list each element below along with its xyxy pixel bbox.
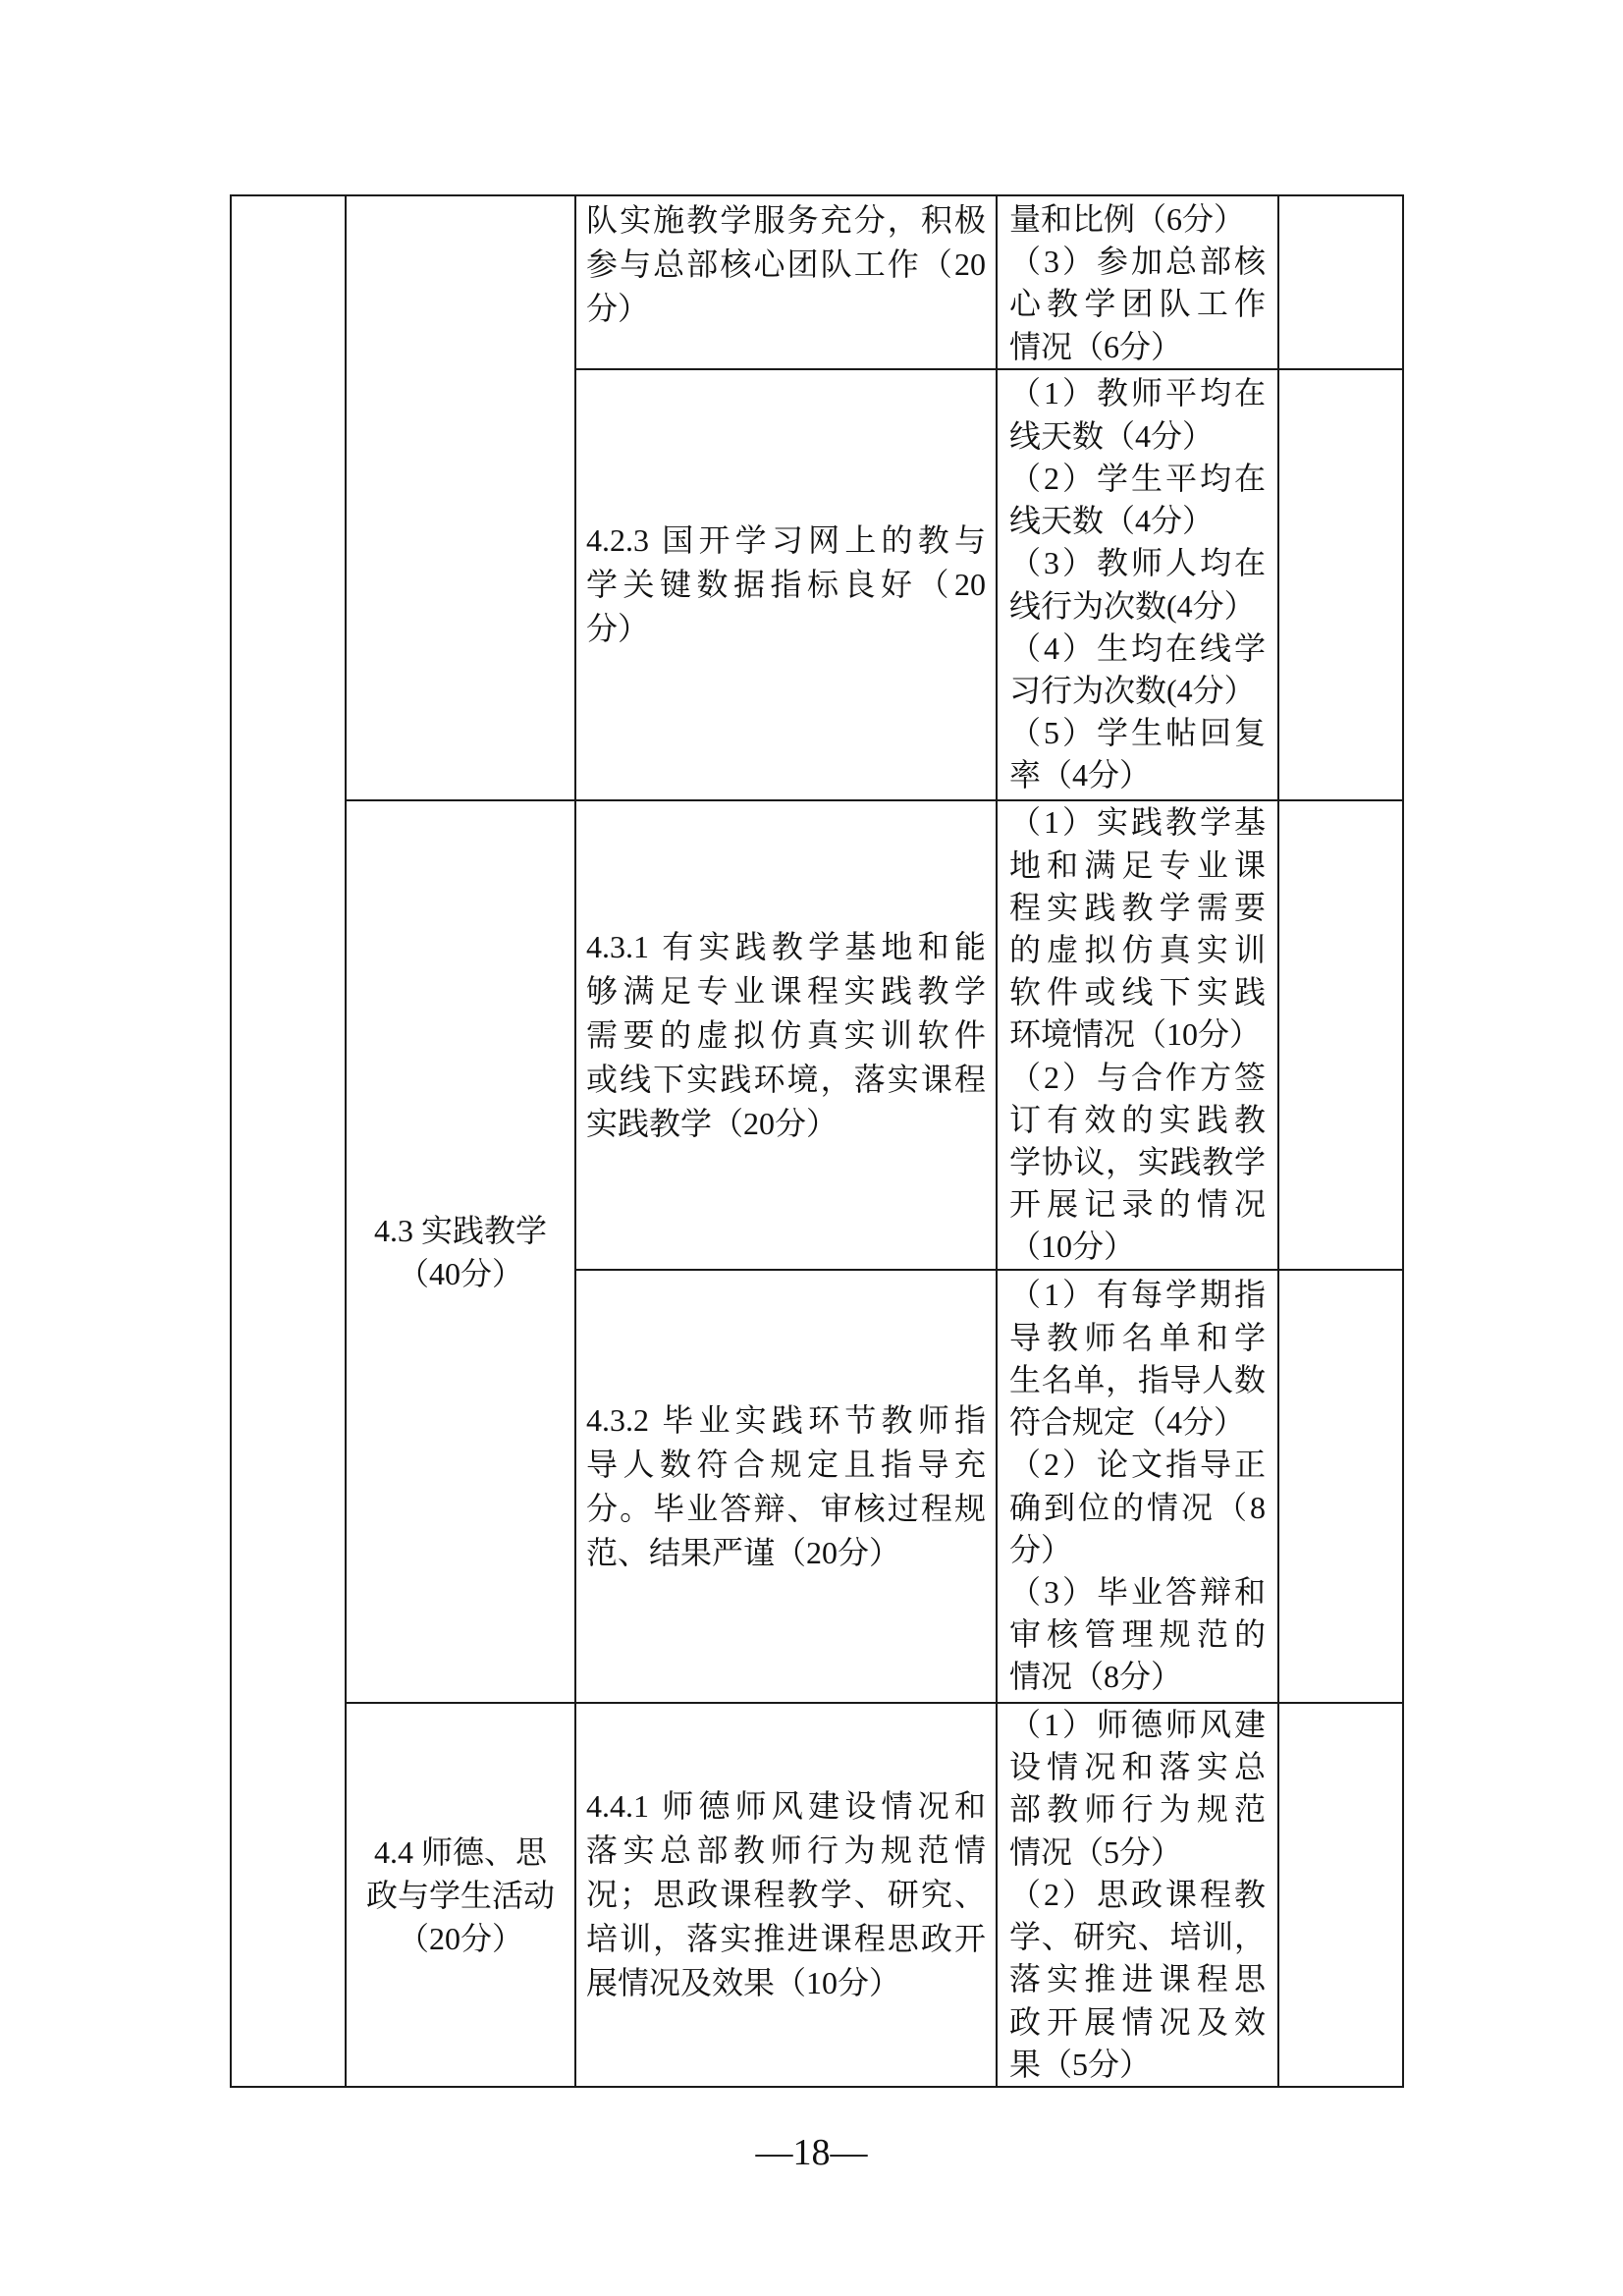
- scoring-item: [1009, 628, 1266, 712]
- score-cell: [1277, 1702, 1404, 2088]
- text-line: 队实施教学服务充分，积极: [586, 202, 986, 238]
- text-line: 分。毕业答辩、审核过程规: [586, 1490, 986, 1526]
- text-line: 4.4.1 师德师风建设情况和: [586, 1788, 986, 1824]
- text-line: （1）有每学期指: [1009, 1277, 1266, 1313]
- text-line: 学协议，实践教学: [1009, 1144, 1266, 1179]
- text-line: 订有效的实践教: [1009, 1101, 1266, 1137]
- text-line: 情况（6分）: [1009, 328, 1183, 364]
- text-line: （20分）: [397, 1920, 523, 1956]
- text-line: 落实推进课程思: [1009, 1961, 1266, 1997]
- scoring-item: [1009, 1444, 1266, 1571]
- primary-indicator-cell: [230, 194, 347, 2088]
- text-line: 线天数（4分）: [1009, 503, 1215, 539]
- text-line: 或线下实践环境，落实课程: [586, 1061, 986, 1097]
- text-line: 心教学团队工作: [1009, 286, 1266, 322]
- text-line: 政开展情况及效: [1009, 2003, 1266, 2040]
- text-line: 学关键数据指标良好（20: [586, 567, 986, 602]
- text-line: 环境情况（10分）: [1009, 1016, 1262, 1053]
- text-line: 开展记录的情况: [1009, 1186, 1266, 1223]
- text-line: 情况（8分）: [1009, 1659, 1183, 1695]
- scoring-criteria-cell: [996, 1269, 1279, 1704]
- text-line: 分）: [586, 611, 650, 646]
- text-line: 符合规定（4分）: [1009, 1404, 1246, 1441]
- scoring-criteria-cell: [996, 1702, 1279, 2088]
- criteria-cell: [574, 799, 998, 1271]
- criteria-cell: [574, 1702, 998, 2088]
- scoring-criteria-cell: [996, 799, 1279, 1271]
- text-line: （5）学生帖回复: [1009, 715, 1266, 751]
- score-cell: [1277, 799, 1404, 1271]
- text-line: 4.3 实践教学: [373, 1212, 547, 1248]
- text-line: （10分）: [1009, 1229, 1136, 1265]
- text-line: 率（4分）: [1009, 757, 1152, 793]
- text-line: 况；思政课程教学、研究、: [586, 1877, 986, 1912]
- text-line: （2）思政课程教: [1009, 1876, 1266, 1912]
- text-line: 程实践教学需要: [1009, 889, 1266, 925]
- text-line: 4.4 师德、思: [373, 1833, 547, 1870]
- score-cell: [1277, 368, 1404, 801]
- scoring-item: [1009, 1874, 1266, 2086]
- scoring-item: [1009, 372, 1266, 457]
- secondary-indicator-cell: [345, 1702, 576, 2088]
- text-line: 够满足专业课程实践教学: [586, 972, 986, 1009]
- criteria-cell: [574, 1269, 998, 1704]
- text-line: 线天数（4分）: [1009, 417, 1215, 454]
- text-line: 展情况及效果（10分）: [586, 1965, 901, 2000]
- scoring-item: [1009, 1704, 1266, 1874]
- scoring-criteria-cell: [996, 194, 1279, 370]
- text-line: 软件或线下实践: [1009, 974, 1266, 1011]
- text-line: 4.2.3 国开学习网上的教与: [586, 522, 986, 558]
- text-line: 分）: [586, 291, 650, 326]
- score-cell: [1277, 194, 1404, 370]
- scoring-item: [1009, 241, 1266, 368]
- text-line: 量和比例（6分）: [1009, 201, 1246, 237]
- text-line: 参与总部核心团队工作（20: [586, 246, 986, 282]
- scoring-criteria-cell: [996, 368, 1279, 801]
- text-line: 确到位的情况（8: [1009, 1489, 1266, 1525]
- text-line: 分）: [1009, 1531, 1073, 1567]
- text-line: 4.3.1 有实践教学基地和能: [586, 928, 986, 964]
- scoring-item: [1009, 542, 1266, 627]
- text-line: 4.3.2 毕业实践环节教师指: [586, 1401, 986, 1438]
- text-line: 生名单，指导人数: [1009, 1361, 1266, 1397]
- page-number: —18—: [755, 2132, 868, 2173]
- text-line: 部教师行为规范: [1009, 1791, 1266, 1828]
- text-line: （2）与合作方签: [1009, 1059, 1266, 1095]
- text-line: 范、结果严谨（20分）: [586, 1534, 901, 1570]
- scoring-item: [1009, 801, 1266, 1056]
- text-line: 导教师名单和学: [1009, 1319, 1266, 1355]
- criteria-cell: [574, 368, 998, 801]
- text-line: （2）论文指导正: [1009, 1447, 1266, 1483]
- scoring-item: [1009, 1057, 1266, 1269]
- text-line: （1）师德师风建: [1009, 1707, 1266, 1743]
- text-line: （40分）: [397, 1255, 523, 1291]
- indicator-table: [231, 195, 1402, 2087]
- text-line: 地和满足专业课: [1009, 847, 1266, 883]
- secondary-indicator-cell: [345, 194, 576, 801]
- scoring-item: [1009, 198, 1266, 241]
- text-line: （2）学生平均在: [1009, 460, 1266, 496]
- scoring-item: [1009, 1274, 1266, 1444]
- secondary-indicator-cell: [345, 799, 576, 1704]
- text-line: 培训，落实推进课程思政开: [586, 1921, 986, 1956]
- scoring-item: [1009, 712, 1266, 796]
- text-line: 审核管理规范的: [1009, 1616, 1266, 1653]
- text-line: 落实总部教师行为规范情: [586, 1832, 986, 1868]
- score-cell: [1277, 1269, 1404, 1704]
- text-line: 果（5分）: [1009, 2046, 1152, 2082]
- text-line: （3）参加总部核: [1009, 244, 1266, 280]
- criteria-cell: [574, 194, 998, 370]
- text-line: 线行为次数(4分）: [1009, 587, 1256, 624]
- text-line: 设情况和落实总: [1009, 1749, 1266, 1785]
- text-line: （1）教师平均在: [1009, 375, 1266, 411]
- scoring-item: [1009, 458, 1266, 542]
- scoring-item: [1009, 1571, 1266, 1699]
- text-line: 需要的虚拟仿真实训软件: [586, 1016, 986, 1053]
- text-line: （1）实践教学基: [1009, 804, 1266, 841]
- text-line: （4）生均在线学: [1009, 629, 1266, 666]
- text-line: 情况（5分）: [1009, 1833, 1183, 1870]
- text-line: （3）毕业答辩和: [1009, 1573, 1266, 1610]
- text-line: 实践教学（20分）: [586, 1105, 839, 1141]
- text-line: 学、研究、培训，: [1009, 1919, 1266, 1955]
- text-line: 政与学生活动: [365, 1877, 555, 1913]
- text-line: （3）教师人均在: [1009, 545, 1266, 581]
- text-line: 导人数符合规定且指导充: [586, 1446, 986, 1482]
- text-line: 的虚拟仿真实训: [1009, 931, 1266, 967]
- text-line: 习行为次数(4分）: [1009, 672, 1256, 708]
